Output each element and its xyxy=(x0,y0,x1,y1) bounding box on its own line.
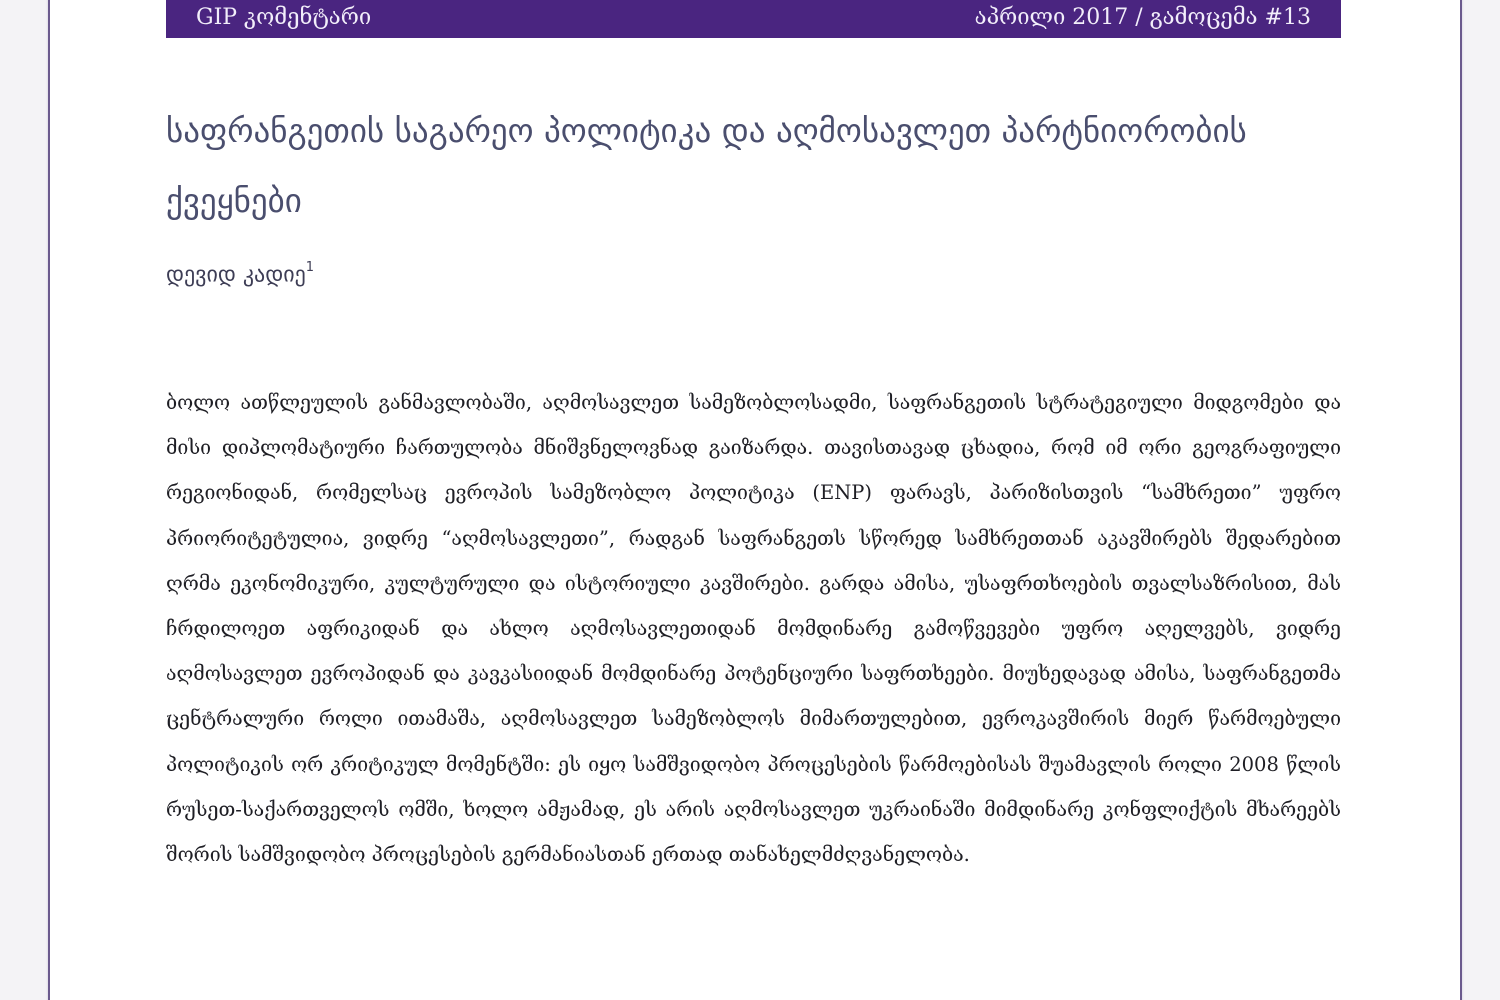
header-banner xyxy=(166,0,1341,38)
footnote-marker[interactable]: 1 xyxy=(305,260,315,275)
series-label: GIP კომენტარი xyxy=(196,4,372,30)
body-paragraph: ბოლო ათწლეულის განმავლობაში, აღმოსავლეთ სამეზობლოსადმი, საფრანგეთის სტრატეგიული მიდგომები და მისი დიპლომატიური ჩართულობა მნიშვნელოვნად გაიზარდა. თავისთავად ცხადია, რომ იმ ორი გეოგრაფიული რეგიონიდან, რომელსაც ევროპის სამეზობლო პოლიტიკა (ENP) ფარავს, პარიზისთვის “სამხრეთი” უფრო პრიორიტეტულია, ვიდრე “აღმოსავლეთი”, რადგან საფრანგეთს სწორედ სამხრეთთან აკავშირებს შედარებით ღრმა ეკონომიკური, კულტურული და ისტორიული კავშირები. გარდა ამისა, უსაფრთხოების თვალსაზრისით, მას ჩრდილოეთ აფრიკიდან და ახლო აღმოსავლეთიდან მომდინარე გამოწვევები უფრო აღელვებს, ვიდრე აღმოსავლეთ ევროპიდან და კავკასიიდან მომდინარე პოტენციური საფრთხეები. მიუხედავად ამისა, საფრანგეთმა ცენტრალური როლი ითამაშა, აღმოსავლეთ სამეზობლოს მიმართულებით, ევროკავშირის მიერ წარმოებული პოლიტიკის ორ კრიტიკულ მომენტში: ეს იყო სამშვიდობო პროცესების წარმოებისას შუამავლის როლი 2008 წლის რუსეთ-საქართველოს ომში, ხოლო ამჟამად, ეს არის აღმოსავლეთ უკრაინაში მიმდინარე კონფლიქტის მხარეებს შორის სამშვიდობო პროცესების გერმანიასთან ერთად თანახელმძღვანელობა. xyxy=(166,391,1341,867)
author-line xyxy=(166,262,314,287)
author-name: დევიდ კადიე xyxy=(166,262,306,288)
document-page xyxy=(48,0,1462,1000)
issue-label: აპრილი 2017 / გამოცემა #13 xyxy=(974,4,1311,30)
article-title: საფრანგეთის საგარეო პოლიტიკა და აღმოსავლეთ პარტნიორობის ქვეყნები xyxy=(166,111,1247,220)
